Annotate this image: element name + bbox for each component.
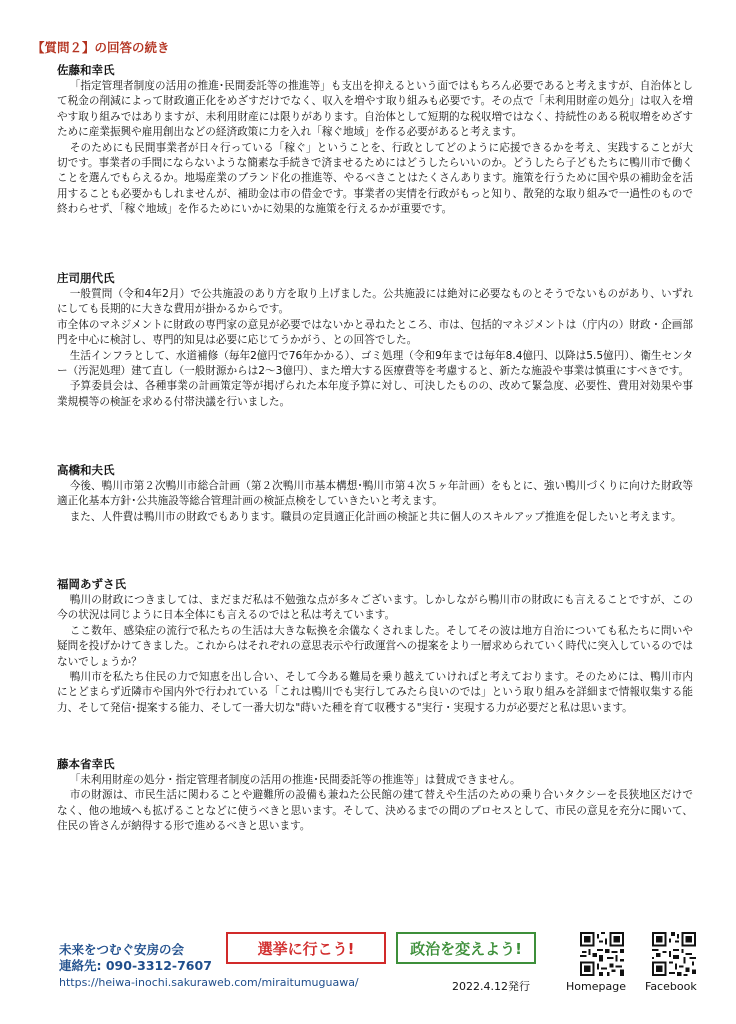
answer-paragraph: 市全体のマネジメントに財政の専門家の意見が必要ではないかと尋ねたところ、市は、包括的マネジメントは（庁内の）財政・企画部門を中心に検討し、専門的知見は必要に応じてうかがう、との回答でした。 — [57, 318, 693, 347]
answer-paragraph: 「未利用財産の処分・指定管理者制度の活用の推進･民間委託等の推進等」は賛成できません。 — [69, 774, 521, 786]
speaker-name: 庄司朋代氏 — [57, 271, 115, 285]
speaker-name: 佐藤和幸氏 — [57, 63, 115, 77]
answer-paragraph: 「指定管理者制度の活用の推進･民間委託等の推進等」も支出を抑えるという面ではもちろん必要であると考えますが、自治体として税金の削減によって財政適正化をめざすだけでなく、収入を増やす取り組みも必要です。その点で「未利用財産の処分」は収入を増やす取り組みではありますが、未利用財産には限りがあります。自治体として短期的な税収増ではなく、持続性のある税収増をめざすために産業振興や雇用創出などの経済政策に力を入れ「稼ぐ地域」を作る必要があると考えます。 — [57, 80, 693, 139]
facebook-label: Facebook — [645, 980, 697, 993]
answer-shoji — [57, 270, 693, 410]
facebook-qr-code-icon[interactable] — [652, 932, 696, 976]
answer-paragraph: 鴨川の財政につきましては、まだまだ私は不勉強な点が多々ございます。しかしながら鴨川市の財政にも言えることですが、この今の状況は同じように日本全体にも言えるのではと私は考えています。 — [57, 594, 693, 622]
answer-paragraph: 鴨川市を私たち住民の力で知恵を出し合い、そして今ある難局を乗り越えていければと考えております。そのためには、鴨川市内にとどまらず近隣市や国内外で行われている「これは鴨川でも実行してみたら良いのでは」という取り組みを詳細まで情報収集する能力、そして発信･提案する能力、そして一番大切な"蒔いた種を育て収穫する"実行・実現する力が必要だと私は思います。 — [57, 671, 693, 714]
speaker-name: 高橋和夫氏 — [57, 463, 115, 477]
answer-sato — [57, 62, 693, 218]
answer-paragraph: ここ数年、感染症の流行で私たちの生活は大きな転換を余儀なくされました。そしてその波は地方自治についても私たちに問いや疑問を投げかけてきました。これからはそれぞれの意思表示や行政運営への提案をより一層求められていく時代に突入しているのではないでしょうか？ — [57, 624, 693, 668]
homepage-qr-code-icon[interactable] — [580, 932, 624, 976]
answer-takahashi — [57, 462, 693, 525]
speaker-name: 藤本省幸氏 — [57, 757, 115, 771]
answer-fujimoto — [57, 756, 693, 835]
section-title: 【質問２】の回答の続き — [32, 40, 170, 55]
issue-date: 2022.4.12発行 — [452, 980, 530, 993]
change-politics-badge: 政治を変えよう! — [396, 932, 536, 964]
answer-paragraph: 生活インフラとして、水道補修（毎年2億円で76年かかる）、ゴミ処理（令和9年までは毎年8.4億円、以降は5.5億円）、衛生センター（汚泥処理）建て直し（一般財源からは2〜3億円）、また増大する医療費等を考慮すると、新たな施設や事業は慎重にすべきです。 — [57, 349, 693, 378]
answer-paragraph: 今後、鴨川市第２次鴨川市総合計画（第２次鴨川市基本構想･鴨川市第４次５ヶ年計画）をもとに、強い鴨川づくりに向けた財政等適正化基本方針･公共施設等総合管理計画の検証点検をしていきたいと考えます。 — [57, 480, 693, 508]
contact-phone: 連絡先: 090-3312-7607 — [59, 958, 212, 973]
vote-badge: 選挙に行こう! — [226, 932, 386, 964]
answer-paragraph: 一般質問（令和4年2月）で公共施設のあり方を取り上げました。公共施設には絶対に必要なものとそうでないものがあり、いずれにしても長期的に大きな費用が掛かるからです。 — [57, 288, 693, 316]
answer-paragraph: そのためにも民間事業者が日々行っている「稼ぐ」ということを、行政としてどのように応援できるかを考え、実践することが大切です。事業者の手間にならないような簡素な手続きで済ませるためにはどうしたらいいのか。どうしたら子どもたちに鴨川市で働くことを選んでもらえるか。地場産業のブランド化の推進等、やるべきことはたくさんあります。施策を行うために国や県の補助金を活用することも必要かもしれませんが、補助金は市の借金です。事業者の実情を行政がもっと知り、散発的な取り組みで一過性のもので終わらせず、「稼ぐ地域」を作るためにいかに効果的な施策を行えるかが重要です。 — [57, 141, 693, 216]
answer-paragraph: 市の財源は、市民生活に関わることや避難所の設備も兼ねた公民館の建て替えや生活のための乗り合いタクシーを長狭地区だけでなく、他の地域へも拡げることなどに使うべきと思います。そして、決めるまでの間のプロセスとして、市民の意見を充分に聞いて、住民の皆さんが納得する形で進めるべきと思います。 — [57, 789, 693, 833]
homepage-label: Homepage — [566, 980, 626, 993]
answer-paragraph: また、人件費は鴨川市の財政でもあります。職員の定員適正化計画の検証と共に個人のスキルアップ推進を促したいと考えます。 — [69, 510, 682, 523]
answer-paragraph: 予算委員会は、各種事業の計画策定等が掲げられた本年度予算に対し、可決したものの、改めて緊急度、必要性、費用対効果や事業規模等の検証を求める付帯決議を行いました。 — [57, 380, 693, 408]
org-name: 未来をつむぐ安房の会 — [59, 942, 185, 957]
speaker-name: 福岡あずさ氏 — [57, 577, 126, 591]
answer-fukuoka — [57, 576, 693, 716]
website-link[interactable]: https://heiwa-inochi.sakuraweb.com/miraitumuguawa/ — [59, 976, 359, 989]
